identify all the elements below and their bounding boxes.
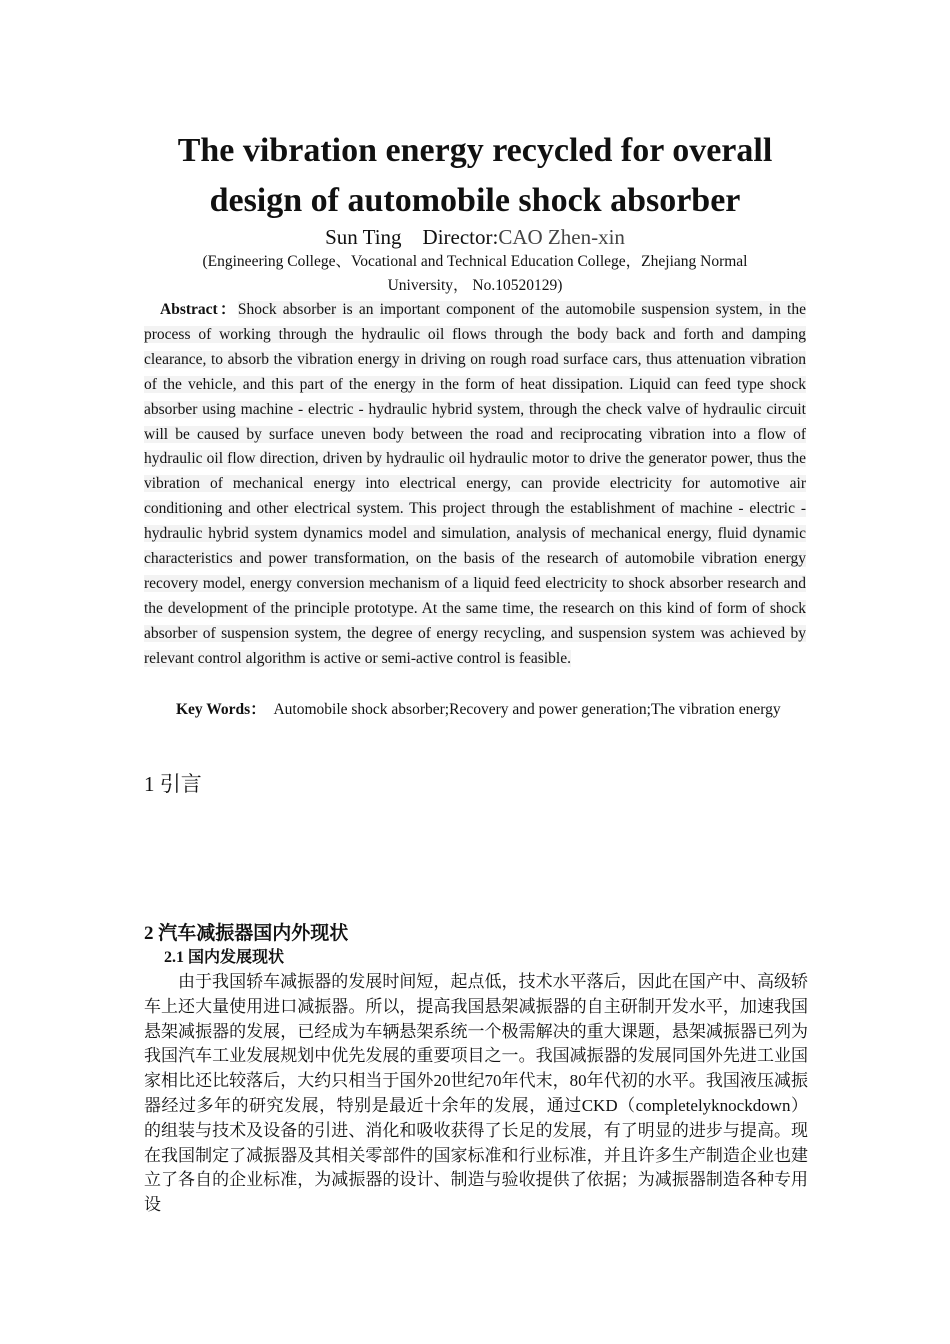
section-heading-intro: 1 引言 — [144, 772, 202, 796]
subsection-heading-domestic: 2.1 国内发展现状 — [164, 949, 285, 966]
director-name: CAO Zhen-xin — [498, 225, 625, 249]
paper-title-line-1: The vibration energy recycled for overall — [177, 132, 773, 169]
keywords-label: Key Words： — [176, 701, 266, 718]
paper-title-line-2: design of automobile shock absorber — [209, 182, 741, 219]
author-name: Sun Ting — [325, 225, 402, 249]
author-line — [144, 224, 806, 250]
paper-title — [144, 126, 806, 226]
abstract — [144, 298, 806, 672]
body-paragraph: 由于我国轿车减振器的发展时间短，起点低，技术水平落后，因此在国产中、高级轿车上还大量使用进口减振器。所以，提高我国悬架减振器的自主研制开发水平，加速我国悬架减振器的发展，已经成为车辆悬架系统一个极需解决的重大课题，悬架减振器已列为我国汽车工业发展规划中优先发展的重要项目之一。我国减振器的发展同国外先进工业国家相比还比较落后，大约只相当于国外20世纪70年代末，80年代初的水平。我国液压减振器经过多年的研究发展，特别是最近十余年的发展，通过CKD（completelyknockdown）的组装与技术及设备的引进、消化和吸收获得了长足的发展，有了明显的进步与提高。现在我国制定了减振器及其相关零部件的国家标准和行业标准，并且许多生产制造企业也建立了各自的企业标准，为减振器的设计、制造与验收提供了依据；为减振器制造各种专用设 — [144, 972, 808, 1215]
director-label: Director: — [422, 225, 499, 249]
abstract-text: Shock absorber is an important component of the automobile suspension system, in the process of working through the hydraulic oil flows through the body back and forth and damping clearance, to absorb the vibration energy in driving on rough road surface cars, thus attenuation vibration of the vehicle, and this part of the energy in the form of heat dissipation. Liquid can feed type shock absorber using machine - electric - hydraulic hybrid system, through the check valve of hydraulic circuit will be caused by surface uneven body between the road and reciprocating vibration into a flow of hydraulic oil flow direction, driven by hydraulic oil hydraulic motor to drive the generator power, thus the vibration of mechanical energy into electrical energy, can provide electricity for automotive air conditioning and other electrical system. This project through the establishment of machine - electric - hydraulic hybrid system dynamics model and simulation, analysis of mechanical energy, fluid dynamic characteristics and power transformation, on the basis of the research of automobile vibration energy recovery model, energy conversion mechanism of a liquid feed electricity to shock absorber research and the development of the principle prototype. At the same time, the research on this kind of form of shock absorber of suspension system, the degree of energy recycling, and suspension system was achieved by relevant control algorithm is active or semi-active control is feasible. — [144, 301, 806, 667]
section-heading-status: 2 汽车减振器国内外现状 — [144, 923, 349, 944]
keywords-text: Automobile shock absorber;Recovery and power generation;The vibration energy — [273, 701, 781, 718]
abstract-label: Abstract： — [160, 301, 238, 318]
keywords — [144, 698, 806, 723]
affiliation: (Engineering College、Vocational and Technical Education College，Zhejiang Normal University， No.10520129) — [202, 253, 748, 294]
